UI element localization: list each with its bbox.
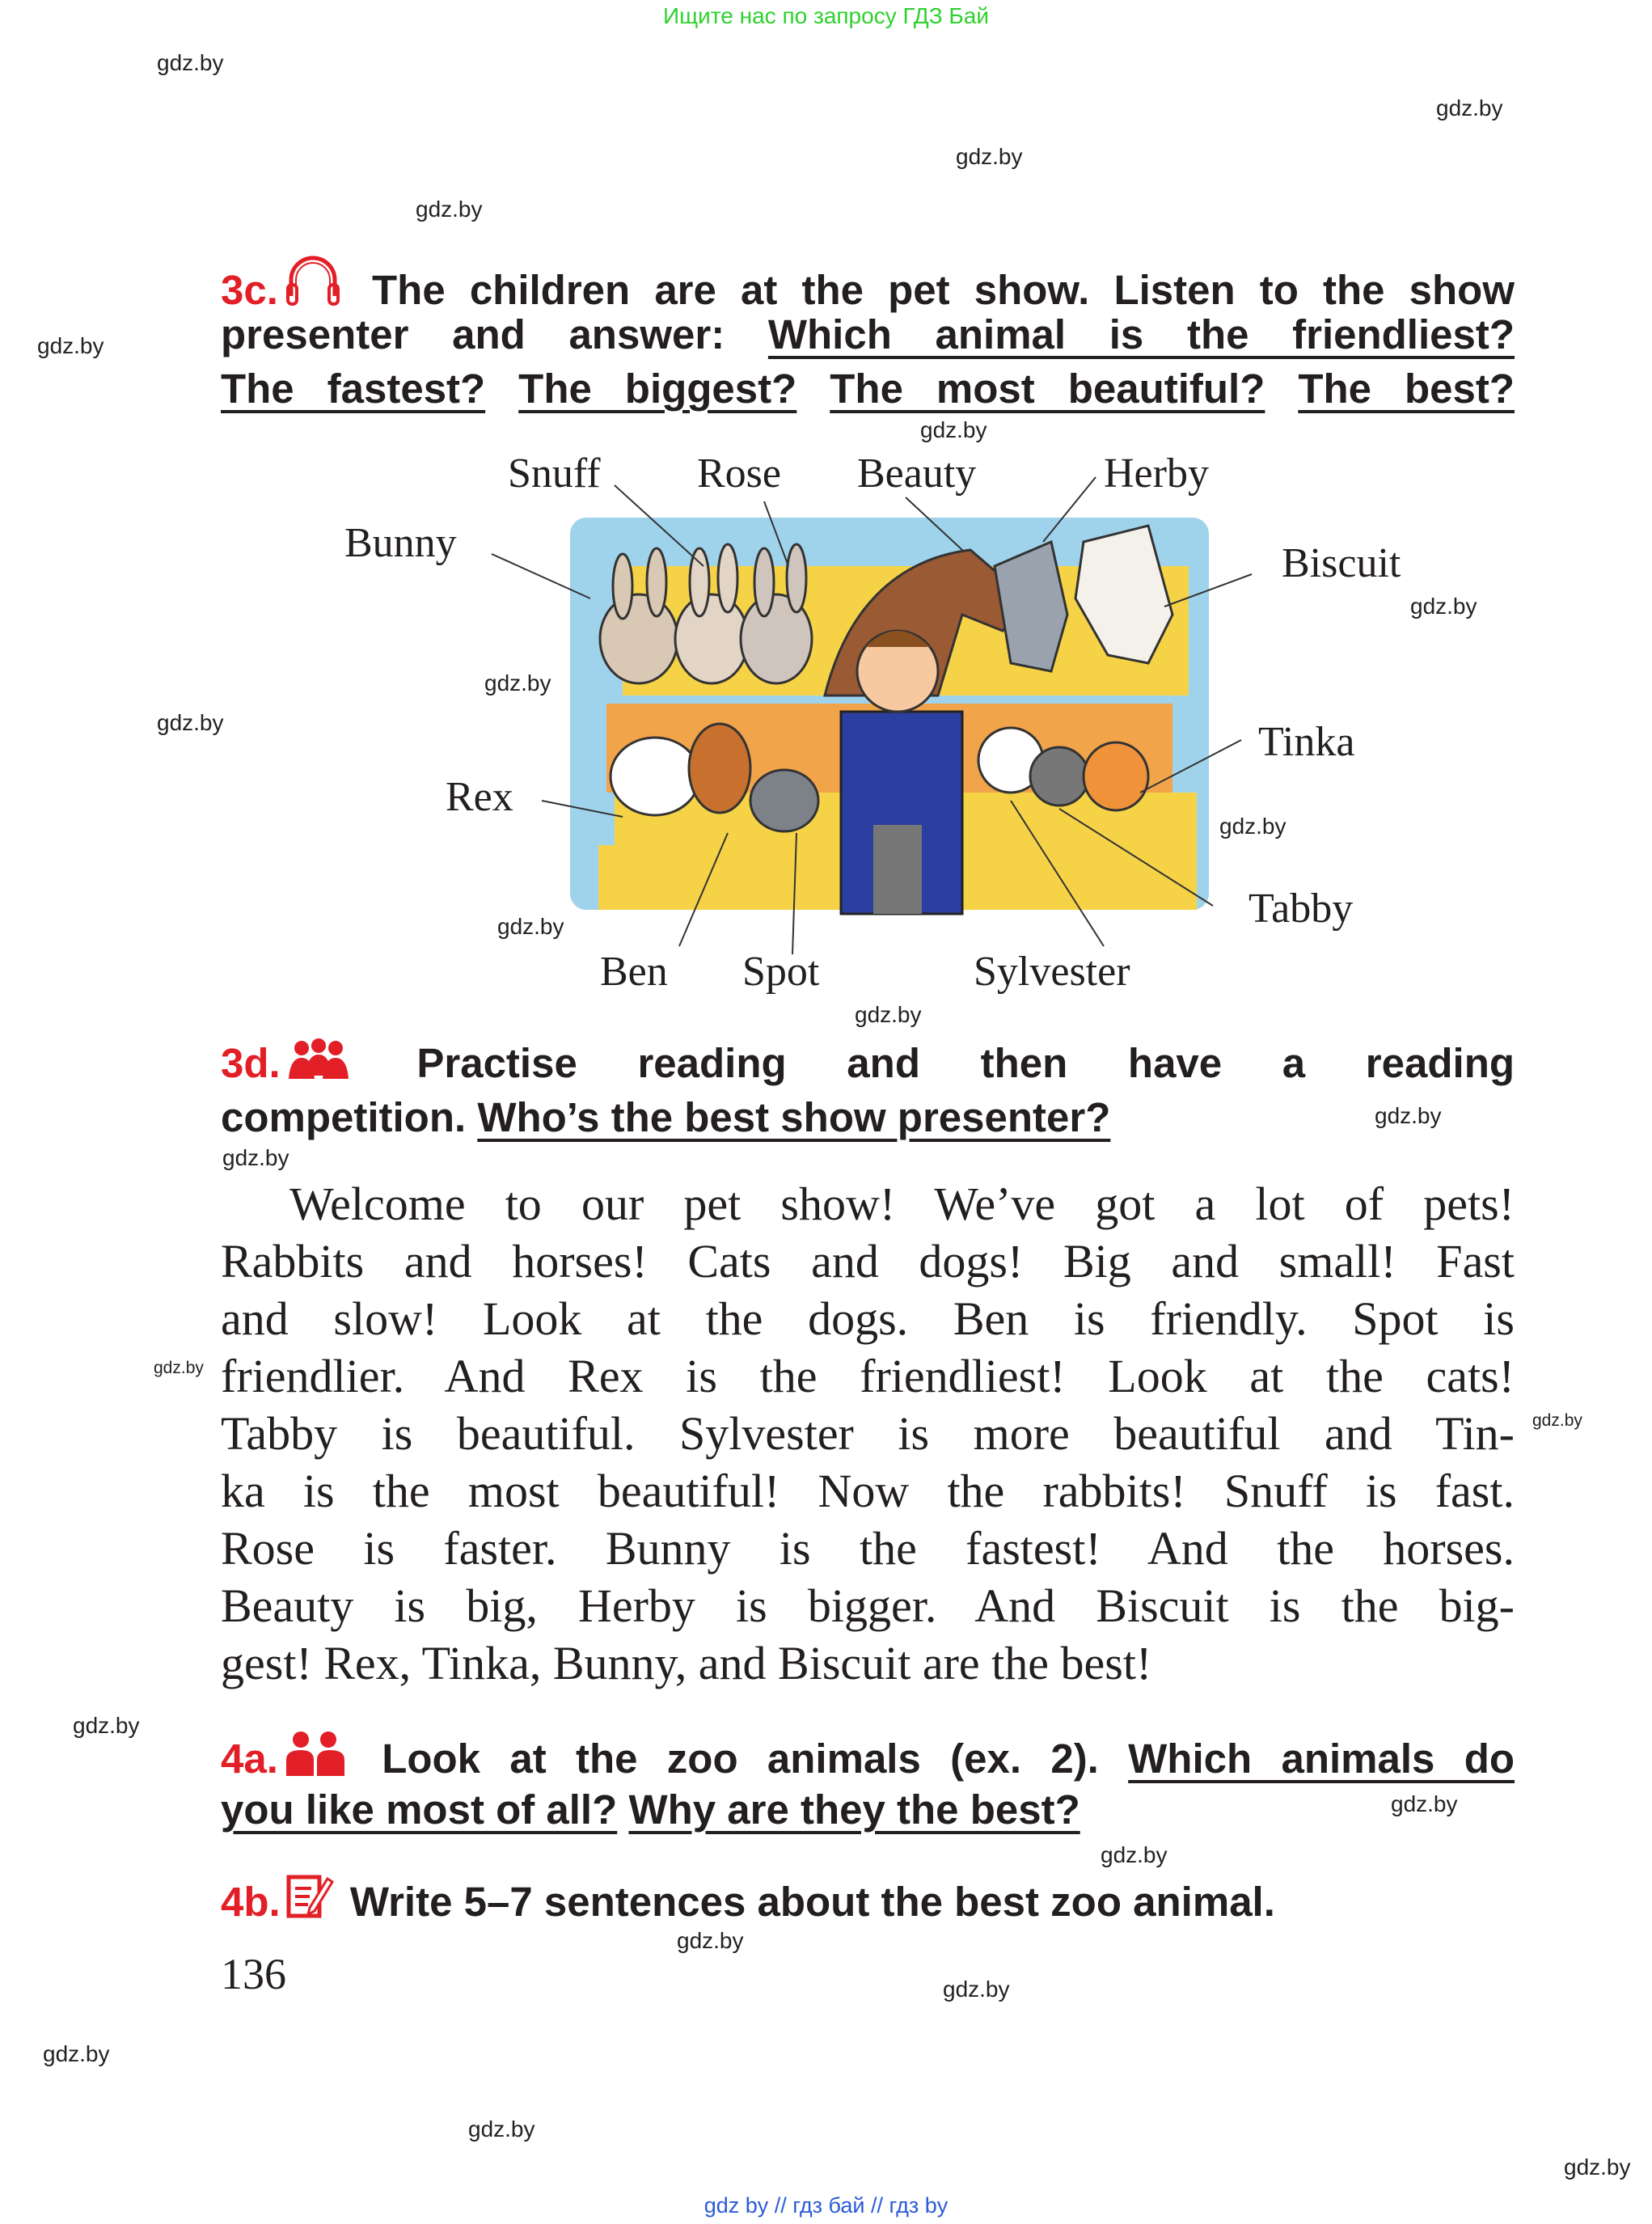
exercise-4a-line1	[221, 1731, 1515, 1787]
label-spot: Spot	[742, 949, 820, 995]
group-icon	[285, 1038, 352, 1092]
label-beauty: Beauty	[857, 450, 977, 497]
label-snuff: Snuff	[508, 450, 601, 497]
instruction-text: presenter and answer:	[221, 311, 725, 357]
instruction-text: The children are at the pet show. Listen to the show	[372, 267, 1515, 313]
label-rex: Rex	[446, 774, 513, 820]
text-line: Welcome to our pet show! We’ve got a lot of pets!	[289, 1178, 1515, 1230]
watermark: gdz.by	[157, 710, 224, 735]
label-sylvester: Sylvester	[974, 949, 1130, 995]
text-line: and slow! Look at the dogs. Ben is friendly. Spot is	[221, 1292, 1515, 1345]
footer-links[interactable]: gdz by // гдз бай // гдз by	[703, 2193, 949, 2218]
watermark: gdz.by	[222, 1145, 289, 1170]
label-biscuit: Biscuit	[1282, 540, 1401, 586]
watermark: gdz.by	[1219, 814, 1287, 839]
question-text: The fastest?	[221, 366, 486, 412]
watermark: gdz.by	[677, 1928, 744, 1953]
pair-icon	[283, 1731, 348, 1787]
watermark: gdz.by	[157, 50, 224, 75]
watermark: gdz.by	[484, 670, 551, 696]
watermark: gdz.by	[154, 1359, 204, 1377]
question-text: The biggest?	[518, 366, 797, 412]
watermark: gdz.by	[1410, 594, 1477, 619]
watermark: gdz.by	[37, 333, 104, 358]
instruction-text: Write 5–7 sentences about the best zoo animal.	[349, 1879, 1275, 1925]
text-line: Beauty is big, Herby is bigger. And Biscuit is the big-	[221, 1579, 1515, 1632]
watermark: gdz.by	[855, 1002, 922, 1027]
text-line: Tabby is beautiful. Sylvester is more beautiful and Tin-	[221, 1407, 1515, 1460]
instruction-text: Look at the zoo animals (ex. 2).	[382, 1736, 1099, 1782]
watermark: gdz.by	[956, 144, 1023, 169]
watermark: gdz.by	[1436, 95, 1503, 121]
page-number: 136	[221, 1950, 286, 1998]
question-text: Which animal is the friendliest?	[767, 311, 1515, 357]
watermark: gdz.by	[73, 1713, 140, 1738]
watermark: gdz.by	[920, 417, 987, 442]
watermark: gdz.by	[943, 1977, 1010, 2002]
watermark: gdz.by	[468, 2116, 535, 2142]
watermark: gdz.by	[1564, 2154, 1631, 2180]
watermark: gdz.by	[416, 197, 483, 222]
text-line: Rabbits and horses! Cats and dogs! Big and small! Fast	[221, 1235, 1515, 1287]
exercise-4a-line2	[221, 1785, 1080, 1835]
text-line: gest! Rex, Tinka, Bunny, and Biscuit are the best!	[221, 1637, 1152, 1689]
label-ben: Ben	[600, 949, 668, 995]
label-tinka: Tinka	[1258, 719, 1355, 765]
exercise-3d-line2	[221, 1093, 1110, 1143]
label-bunny: Bunny	[344, 520, 457, 566]
exercise-number: 4b.	[221, 1879, 281, 1925]
exercise-number: 3c.	[221, 267, 278, 313]
exercise-4b-line1	[221, 1872, 1275, 1930]
question-text: Which animals do	[1128, 1736, 1515, 1782]
watermark: gdz.by	[43, 2041, 110, 2066]
question-text: Why are they the best?	[628, 1786, 1080, 1833]
watermark: gdz.by	[1375, 1103, 1442, 1128]
text-line: friendlier. And Rex is the friendliest! Look at the cats!	[221, 1350, 1515, 1402]
exercise-number: 4a.	[221, 1736, 278, 1782]
reading-text	[221, 1175, 1515, 1692]
exercise-3d-line1	[221, 1038, 1515, 1092]
watermark: gdz.by	[497, 914, 564, 939]
text-line: Rose is faster. Bunny is the fastest! And the horses.	[221, 1522, 1515, 1575]
label-herby: Herby	[1104, 450, 1209, 497]
watermark: gdz.by	[1532, 1411, 1582, 1430]
exercise-number: 3d.	[221, 1040, 281, 1086]
question-text: The most beautiful?	[830, 366, 1265, 412]
write-icon	[285, 1872, 334, 1930]
search-banner[interactable]: Ищите нас по запросу ГДЗ Бай	[662, 3, 990, 28]
instruction-text: Practise reading and then have a reading	[416, 1040, 1515, 1086]
text-line: ka is the most beautiful! Now the rabbits! Snuff is fast.	[221, 1465, 1515, 1517]
question-text: Who’s the best show presenter?	[477, 1094, 1111, 1140]
label-rose: Rose	[697, 450, 781, 497]
watermark: gdz.by	[1101, 1842, 1168, 1867]
instruction-text: competition.	[221, 1094, 467, 1140]
label-tabby: Tabby	[1249, 886, 1354, 932]
question-text: you like most of all?	[221, 1786, 618, 1833]
pet-show-illustration	[0, 0, 1652, 1011]
watermark: gdz.by	[1391, 1791, 1458, 1816]
question-text: The best?	[1298, 366, 1515, 412]
